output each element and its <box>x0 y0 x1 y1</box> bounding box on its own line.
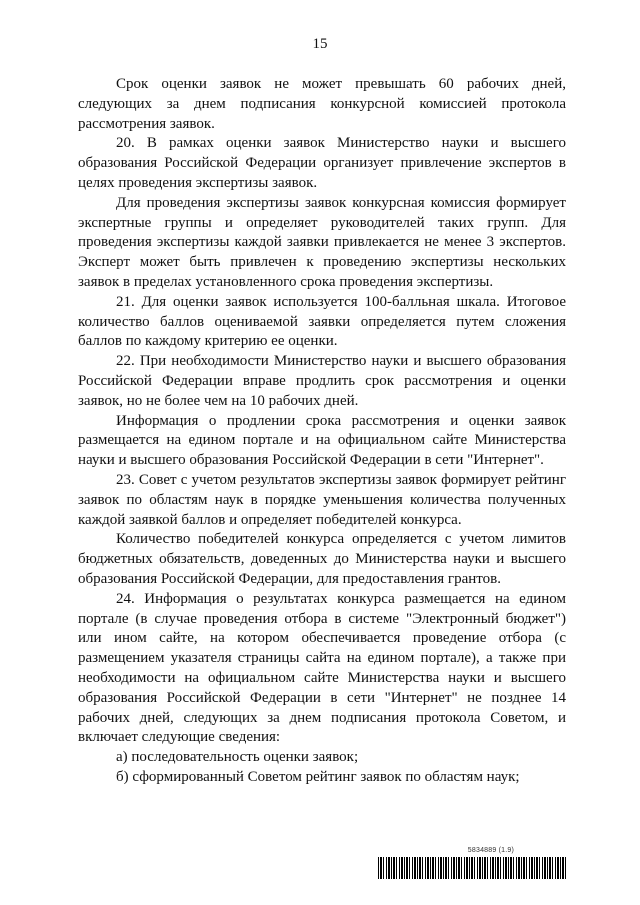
paragraph: 22. При необходимости Министерство науки и высшего образования Российской Федерации вправе продлить срок рассмотрения и оценки заявок, но не более чем на 10 рабочих дней. <box>78 353 566 409</box>
paragraph: Количество победителей конкурса определяется с учетом лимитов бюджетных обязательств, доведенных до Министерства науки и высшего образования Российской Федерации, для предоставления грантов. <box>78 531 566 587</box>
page-number: 15 <box>312 36 328 52</box>
barcode-code: 5834889 (1.9) <box>467 847 514 854</box>
paragraph: 23. Совет с учетом результатов экспертизы заявок формирует рейтинг заявок по областям наук в порядке уменьшения количества полученных каждой заявкой баллов и определяет победителей конкурса. <box>78 471 566 528</box>
list-item: а) последовательность оценки заявок; <box>116 749 359 766</box>
paragraph: 21. Для оценки заявок используется 100-балльная шкала. Итоговое количество баллов оцениваемой заявки определяется путем сложения баллов по каждому критерию ее оценки. <box>78 293 566 350</box>
list-item: б) сформированный Советом рейтинг заявок по областям наук; <box>116 768 520 785</box>
document-body <box>78 75 566 788</box>
paragraph: 24. Информация о результатах конкурса размещается на едином портале (в случае проведения отбора в системе "Электронный бюджет") или ином сайте, на котором обеспечивается проведение отбора (с размещением указателя страницы сайта на едином портале), а также при необходимости на официальном сайте Министерства науки и высшего образования Российской Федерации в сети "Интернет" не позднее 14 рабочих дней, следующих за днем подписания протокола Советом, и включает следующие сведения: <box>78 590 566 746</box>
barcode-block <box>378 847 568 879</box>
paragraph: Для проведения экспертизы заявок конкурсная комиссия формирует экспертные группы и определяет руководителей таких групп. Для проведения экспертизы каждой заявки привлекается не менее 3 экспертов. Эксперт может быть привлечен к проведению экспертизы нескольких заявок в пределах установленного срока проведения экспертизы. <box>78 194 566 290</box>
paragraph: Информация о продлении срока рассмотрения и оценки заявок размещается на едином портале и на официальном сайте Министерства науки и высшего образования Российской Федерации в сети "Интернет". <box>78 412 566 469</box>
barcode-image <box>378 857 568 879</box>
paragraph: 20. В рамках оценки заявок Министерство науки и высшего образования Российской Федерации организует привлечение экспертов в целях проведения экспертизы заявок. <box>78 135 566 191</box>
paragraph: Срок оценки заявок не может превышать 60 рабочих дней, следующих за днем подписания конкурсной комиссией протокола рассмотрения заявок. <box>78 76 566 132</box>
